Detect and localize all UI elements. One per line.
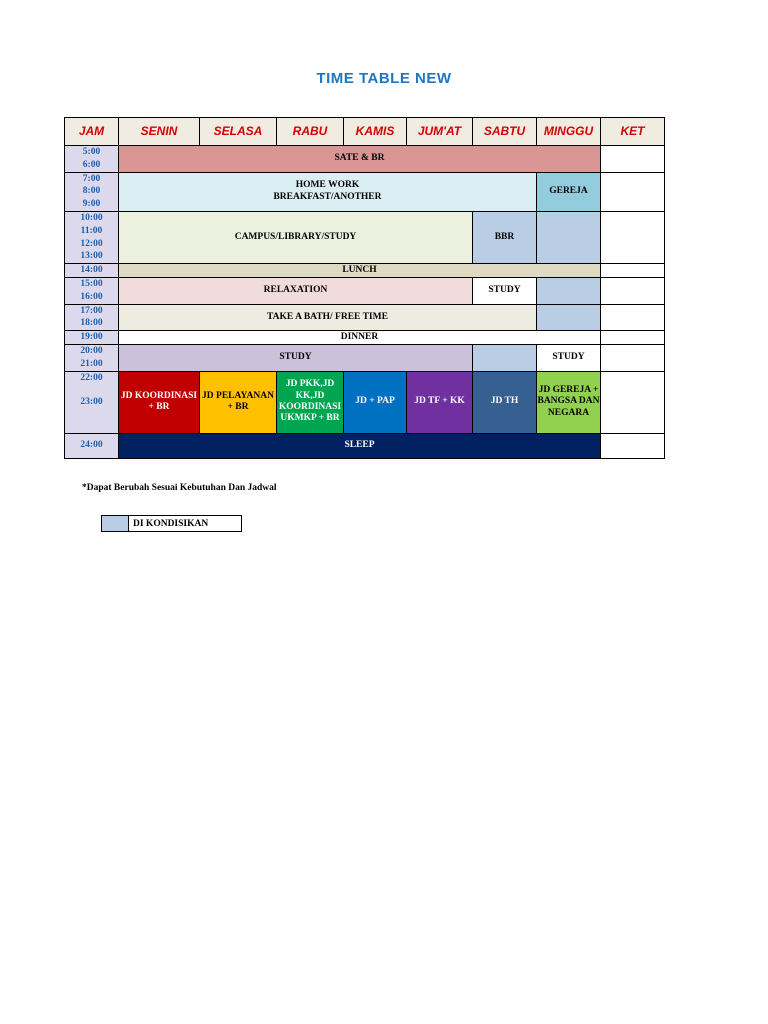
time-cell [65, 277, 119, 304]
table-row [65, 277, 665, 304]
cell-kondisikan [473, 344, 537, 371]
table-row [65, 264, 665, 278]
time-label: 23:00 [80, 397, 103, 408]
ket-cell [601, 146, 665, 173]
time-label: 16:00 [80, 291, 103, 302]
header-jumat: JUM'AT [407, 118, 473, 146]
cell-sate: SATE & BR [119, 146, 601, 173]
time-label: 11:00 [80, 225, 103, 236]
time-cell [65, 344, 119, 371]
time-label: 7:00 [82, 173, 101, 184]
table-row [65, 344, 665, 371]
time-label: 20:00 [80, 345, 103, 356]
cell-kondisikan [537, 211, 601, 263]
header-row [65, 118, 665, 146]
cell-kondisikan [537, 277, 601, 304]
time-cell [65, 146, 119, 173]
table-row [65, 211, 665, 263]
cell-jd-sabtu: JD TH [473, 371, 537, 433]
time-label: 24:00 [80, 440, 103, 451]
cell-study-minggu: STUDY [537, 344, 601, 371]
time-cell [65, 211, 119, 263]
time-label: 14:00 [80, 265, 103, 276]
time-label: 10:00 [80, 212, 103, 223]
table-row [65, 304, 665, 331]
cell-dinner: DINNER [119, 331, 601, 345]
time-label: 18:00 [80, 318, 103, 329]
time-label: 19:00 [80, 332, 103, 343]
cell-campus: CAMPUS/LIBRARY/STUDY [119, 211, 473, 263]
time-cell [65, 371, 119, 433]
time-label: 15:00 [80, 278, 103, 289]
cell-jd-minggu: JD GEREJA + BANGSA DAN NEGARA [537, 371, 601, 433]
header-senin: SENIN [119, 118, 200, 146]
cell-jd-jumat: JD TF + KK [407, 371, 473, 433]
homework-line-1: HOME WORK [295, 180, 360, 191]
cell-jd-senin: JD KOORDINASI + BR [119, 371, 200, 433]
footnote: *Dapat Berubah Sesuai Kebutuhan Dan Jadwal [82, 483, 277, 493]
time-cell [65, 331, 119, 345]
header-kamis: KAMIS [344, 118, 407, 146]
cell-lunch: LUNCH [119, 264, 601, 278]
time-cell [65, 172, 119, 211]
table-row [65, 433, 665, 458]
page-title: TIME TABLE NEW [316, 70, 452, 87]
ket-cell [601, 344, 665, 371]
table-row [65, 172, 665, 211]
cell-study-sabtu: STUDY [473, 277, 537, 304]
ket-cell [601, 211, 665, 263]
cell-jd-selasa: JD PELAYANAN + BR [200, 371, 277, 433]
cell-kondisikan [537, 304, 601, 331]
header-sabtu: SABTU [473, 118, 537, 146]
header-selasa: SELASA [200, 118, 277, 146]
ket-cell [601, 433, 665, 458]
time-label: 22:00 [80, 372, 103, 383]
timetable [64, 117, 665, 459]
time-label: 5:00 [82, 147, 101, 157]
cell-gereja: GEREJA [537, 172, 601, 211]
header-rabu: RABU [277, 118, 344, 146]
legend-label: DI KONDISIKAN [129, 516, 242, 532]
time-label: 12:00 [80, 238, 103, 249]
time-cell [65, 433, 119, 458]
cell-jd-kamis: JD + PAP [344, 371, 407, 433]
time-label: 8:00 [82, 186, 101, 197]
time-label: 13:00 [80, 251, 103, 262]
table-row [65, 371, 665, 433]
ket-cell [601, 172, 665, 211]
ket-cell [601, 304, 665, 331]
table-row [65, 331, 665, 345]
time-label: 9:00 [82, 199, 101, 210]
time-label: 21:00 [80, 358, 103, 369]
ket-cell [601, 277, 665, 304]
cell-relaxation: RELAXATION [119, 277, 473, 304]
ket-cell [601, 371, 665, 433]
header-jam: JAM [65, 118, 119, 146]
time-label: 17:00 [80, 305, 103, 316]
header-ket: KET [601, 118, 665, 146]
legend [101, 515, 242, 532]
homework-line-2: BREAKFAST/ANOTHER [273, 191, 382, 202]
ket-cell [601, 331, 665, 345]
time-label: 6:00 [82, 159, 101, 170]
cell-jd-rabu: JD PKK,JD KK,JD KOORDINASI UKMKP + BR [277, 371, 344, 433]
legend-swatch [102, 516, 129, 532]
cell-homework [119, 172, 537, 211]
cell-study-week: STUDY [119, 344, 473, 371]
table-row [65, 146, 665, 173]
ket-cell [601, 264, 665, 278]
time-cell [65, 264, 119, 278]
time-cell [65, 304, 119, 331]
header-minggu: MINGGU [537, 118, 601, 146]
cell-sleep: SLEEP [119, 433, 601, 458]
cell-bath: TAKE A BATH/ FREE TIME [119, 304, 537, 331]
cell-bbr: BBR [473, 211, 537, 263]
